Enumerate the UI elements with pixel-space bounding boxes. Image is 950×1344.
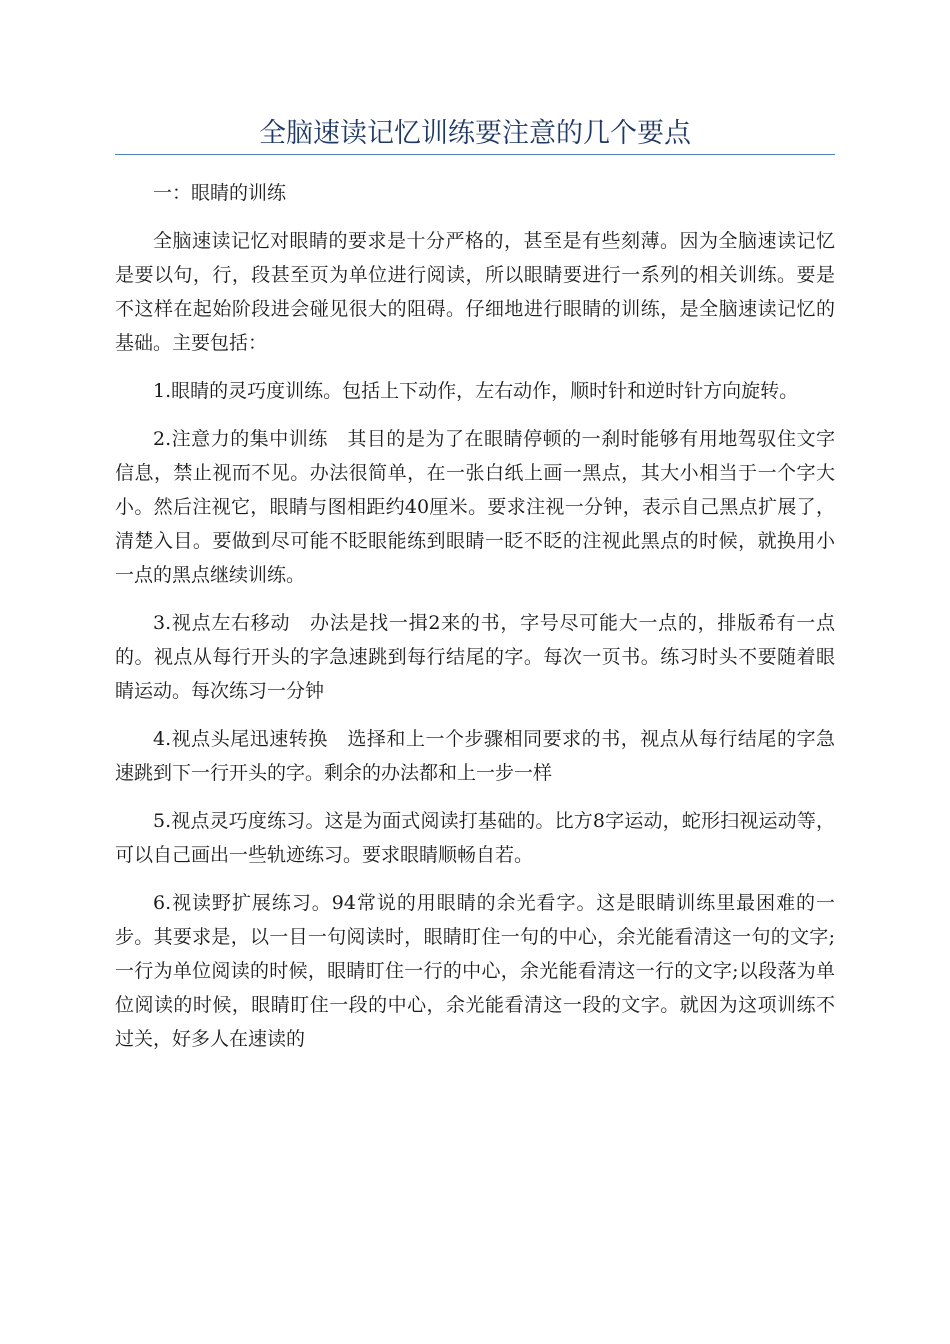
title-underline [115,154,835,155]
document-body [115,176,835,1070]
page-title: 全脑速读记忆训练要注意的几个要点 [259,118,691,149]
paragraph: 5.视点灵巧度练习。这是为面式阅读打基础的。比方8字运动，蛇形扫视运动等，可以自己画出一些轨迹练习。要求眼睛顺畅自若。 [115,810,835,866]
paragraph: 2.注意力的集中训练 其目的是为了在眼睛停顿的一刹时能够有用地驾驭住文字信息，禁止视而不见。办法很简单，在一张白纸上画一黑点，其大小相当于一个字大小。然后注视它，眼睛与图相距约40厘米。要求注视一分钟，表示自己黑点扩展了，清楚入目。要做到尽可能不眨眼能练到眼睛一眨不眨的注视此黑点的时候，就换用小一点的黑点继续训练。 [115,428,835,586]
paragraph: 全脑速读记忆对眼睛的要求是十分严格的，甚至是有些刻薄。因为全脑速读记忆是要以句，行，段甚至页为单位进行阅读，所以眼睛要进行一系列的相关训练。要是不这样在起始阶段进会碰见很大的阻碍。仔细地进行眼睛的训练，是全脑速读记忆的基础。主要包括： [115,230,835,354]
section-heading: 一：眼睛的训练 [153,182,287,204]
paragraph: 4.视点头尾迅速转换 选择和上一个步骤相同要求的书，视点从每行结尾的字急速跳到下一行开头的字。剩余的办法都和上一步一样 [115,728,835,784]
paragraph: 3.视点左右移动 办法是找一揖2来的书，字号尽可能大一点的，排版希有一点的。视点从每行开头的字急速跳到每行结尾的字。每次一页书。练习时头不要随着眼睛运动。每次练习一分钟 [115,612,835,702]
paragraph: 1.眼睛的灵巧度训练。包括上下动作，左右动作，顺时针和逆时针方向旋转。 [153,380,799,402]
paragraph: 6.视读野扩展练习。94常说的用眼睛的余光看字。这是眼睛训练里最困难的一步。其要求是，以一目一句阅读时，眼睛盯住一句的中心，余光能看清这一句的文字;一行为单位阅读的时候，眼睛盯住一行的中心，余光能看清这一行的文字;以段落为单位阅读的时候，眼睛盯住一段的中心，余光能看清这一段的文字。就因为这项训练不过关，好多人在速读的 [115,892,835,1050]
